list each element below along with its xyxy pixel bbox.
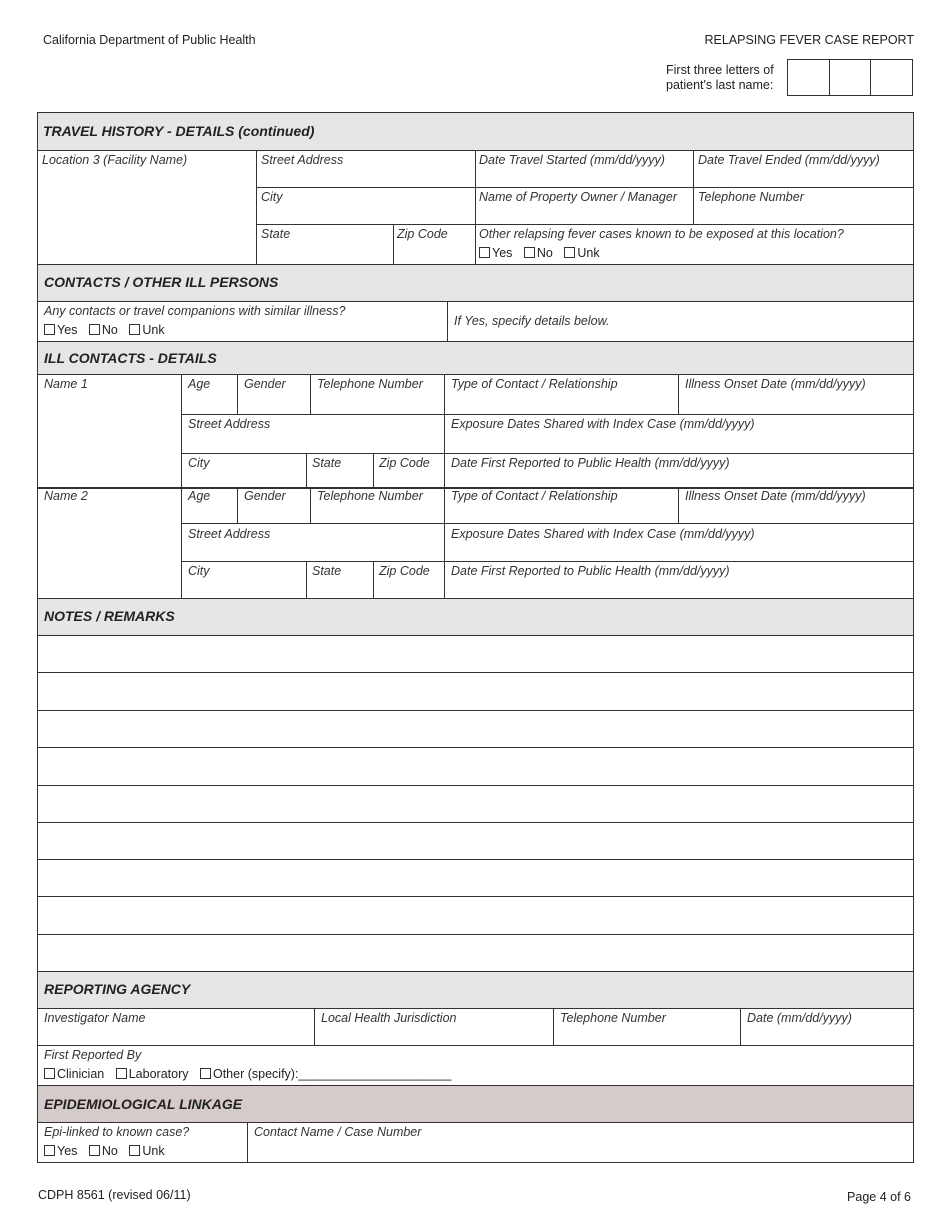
epi-section-title: EPIDEMIOLOGICAL LINKAGE	[44, 1096, 243, 1112]
last-name-letters	[787, 59, 913, 96]
agency-name: California Department of Public Health	[43, 33, 256, 47]
ill-contacts-section-title: ILL CONTACTS - DETAILS	[44, 350, 217, 366]
similar-illness-question: Any contacts or travel companions with similar illness?	[44, 304, 346, 318]
contact1-age-field[interactable]: Age	[188, 377, 211, 391]
contact1-first-reported-field[interactable]: Date First Reported to Public Health (mm/dd/yyyy)	[451, 456, 730, 470]
travel-state-field[interactable]: State	[261, 227, 291, 241]
similar-illness-yes[interactable]: Yes	[44, 323, 77, 337]
notes-line[interactable]	[38, 935, 913, 971]
contact1-name-field[interactable]: Name 1	[44, 377, 88, 391]
contact2-phone-field[interactable]: Telephone Number	[317, 489, 423, 503]
contact2-street-field[interactable]: Street Address	[188, 527, 271, 541]
contact2-onset-field[interactable]: Illness Onset Date (mm/dd/yyyy)	[685, 489, 866, 503]
name-prompt-line2: patient's last name:	[666, 78, 774, 92]
epi-linked-unk[interactable]: Unk	[129, 1144, 164, 1158]
page-number: Page 4 of 6	[847, 1190, 911, 1204]
similar-illness-no[interactable]: No	[89, 323, 118, 337]
travel-city-field[interactable]: City	[261, 190, 283, 204]
location-field[interactable]: Location 3 (Facility Name)	[42, 153, 188, 167]
contact2-city-field[interactable]: City	[188, 564, 210, 578]
contact2-state-field[interactable]: State	[312, 564, 342, 578]
contact1-exposure-field[interactable]: Exposure Dates Shared with Index Case (mm/dd/yyyy)	[451, 417, 755, 431]
first-reported-by-label: First Reported By	[44, 1048, 142, 1062]
notes-line[interactable]	[38, 711, 913, 747]
contact2-zip-field[interactable]: Zip Code	[379, 564, 430, 578]
checkbox-icon	[129, 1145, 140, 1156]
notes-line[interactable]	[38, 897, 913, 934]
notes-line[interactable]	[38, 823, 913, 859]
reporting-date-field[interactable]: Date (mm/dd/yyyy)	[747, 1011, 852, 1025]
epi-linked-options	[44, 1144, 173, 1158]
checkbox-icon	[129, 324, 140, 335]
checkbox-icon	[564, 247, 575, 258]
epi-linked-question: Epi-linked to known case?	[44, 1125, 190, 1139]
checkbox-icon	[44, 324, 55, 335]
similar-illness-options	[44, 323, 173, 337]
contact2-first-reported-field[interactable]: Date First Reported to Public Health (mm/dd/yyyy)	[451, 564, 730, 578]
checkbox-icon	[116, 1068, 127, 1079]
report-title: RELAPSING FEVER CASE REPORT	[704, 33, 914, 47]
notes-line[interactable]	[38, 786, 913, 822]
notes-line[interactable]	[38, 860, 913, 896]
checkbox-icon	[89, 1145, 100, 1156]
letter-box-1[interactable]	[788, 60, 830, 95]
reported-by-other[interactable]: Other (specify):______________________	[200, 1067, 451, 1081]
checkbox-icon	[89, 324, 100, 335]
contact1-type-field[interactable]: Type of Contact / Relationship	[451, 377, 618, 391]
letter-box-3[interactable]	[871, 60, 912, 95]
contact1-phone-field[interactable]: Telephone Number	[317, 377, 423, 391]
reporting-section-title: REPORTING AGENCY	[44, 981, 191, 997]
specify-details-field[interactable]: If Yes, specify details below.	[454, 314, 610, 328]
letter-box-2[interactable]	[830, 60, 871, 95]
epi-linked-no[interactable]: No	[89, 1144, 118, 1158]
contact1-state-field[interactable]: State	[312, 456, 342, 470]
checkbox-icon	[524, 247, 535, 258]
epi-linked-yes[interactable]: Yes	[44, 1144, 77, 1158]
contact1-zip-field[interactable]: Zip Code	[379, 456, 430, 470]
contact-case-number-field[interactable]: Contact Name / Case Number	[254, 1125, 422, 1139]
checkbox-icon	[44, 1068, 55, 1079]
name-prompt-line1: First three letters of	[666, 63, 774, 77]
contact1-street-field[interactable]: Street Address	[188, 417, 271, 431]
other-cases-no[interactable]: No	[524, 246, 553, 260]
contact1-gender-field[interactable]: Gender	[244, 377, 286, 391]
contact1-city-field[interactable]: City	[188, 456, 210, 470]
jurisdiction-field[interactable]: Local Health Jurisdiction	[321, 1011, 457, 1025]
notes-section-title: NOTES / REMARKS	[44, 608, 175, 624]
notes-line[interactable]	[38, 636, 913, 672]
date-travel-started-field[interactable]: Date Travel Started (mm/dd/yyyy)	[479, 153, 665, 167]
form-id: CDPH 8561 (revised 06/11)	[38, 1188, 191, 1202]
other-cases-yes[interactable]: Yes	[479, 246, 512, 260]
notes-line[interactable]	[38, 748, 913, 785]
contact2-type-field[interactable]: Type of Contact / Relationship	[451, 489, 618, 503]
contacts-section-title: CONTACTS / OTHER ILL PERSONS	[44, 274, 279, 290]
first-reported-by-options	[44, 1067, 459, 1081]
contact2-exposure-field[interactable]: Exposure Dates Shared with Index Case (mm/dd/yyyy)	[451, 527, 755, 541]
investigator-name-field[interactable]: Investigator Name	[44, 1011, 146, 1025]
other-cases-question: Other relapsing fever cases known to be exposed at this location?	[479, 227, 844, 241]
reported-by-laboratory[interactable]: Laboratory	[116, 1067, 189, 1081]
contact2-gender-field[interactable]: Gender	[244, 489, 286, 503]
checkbox-icon	[200, 1068, 211, 1079]
travel-phone-field[interactable]: Telephone Number	[698, 190, 804, 204]
contact2-age-field[interactable]: Age	[188, 489, 211, 503]
contact2-name-field[interactable]: Name 2	[44, 489, 88, 503]
similar-illness-unk[interactable]: Unk	[129, 323, 164, 337]
travel-zip-field[interactable]: Zip Code	[397, 227, 448, 241]
other-cases-options	[479, 246, 608, 260]
date-travel-ended-field[interactable]: Date Travel Ended (mm/dd/yyyy)	[698, 153, 880, 167]
property-owner-field[interactable]: Name of Property Owner / Manager	[479, 190, 677, 204]
travel-section-title: TRAVEL HISTORY - DETAILS (continued)	[43, 123, 315, 139]
checkbox-icon	[44, 1145, 55, 1156]
travel-street-field[interactable]: Street Address	[261, 153, 344, 167]
notes-line[interactable]	[38, 673, 913, 710]
reported-by-clinician[interactable]: Clinician	[44, 1067, 104, 1081]
other-cases-unk[interactable]: Unk	[564, 246, 599, 260]
contact1-onset-field[interactable]: Illness Onset Date (mm/dd/yyyy)	[685, 377, 866, 391]
reporting-phone-field[interactable]: Telephone Number	[560, 1011, 666, 1025]
checkbox-icon	[479, 247, 490, 258]
